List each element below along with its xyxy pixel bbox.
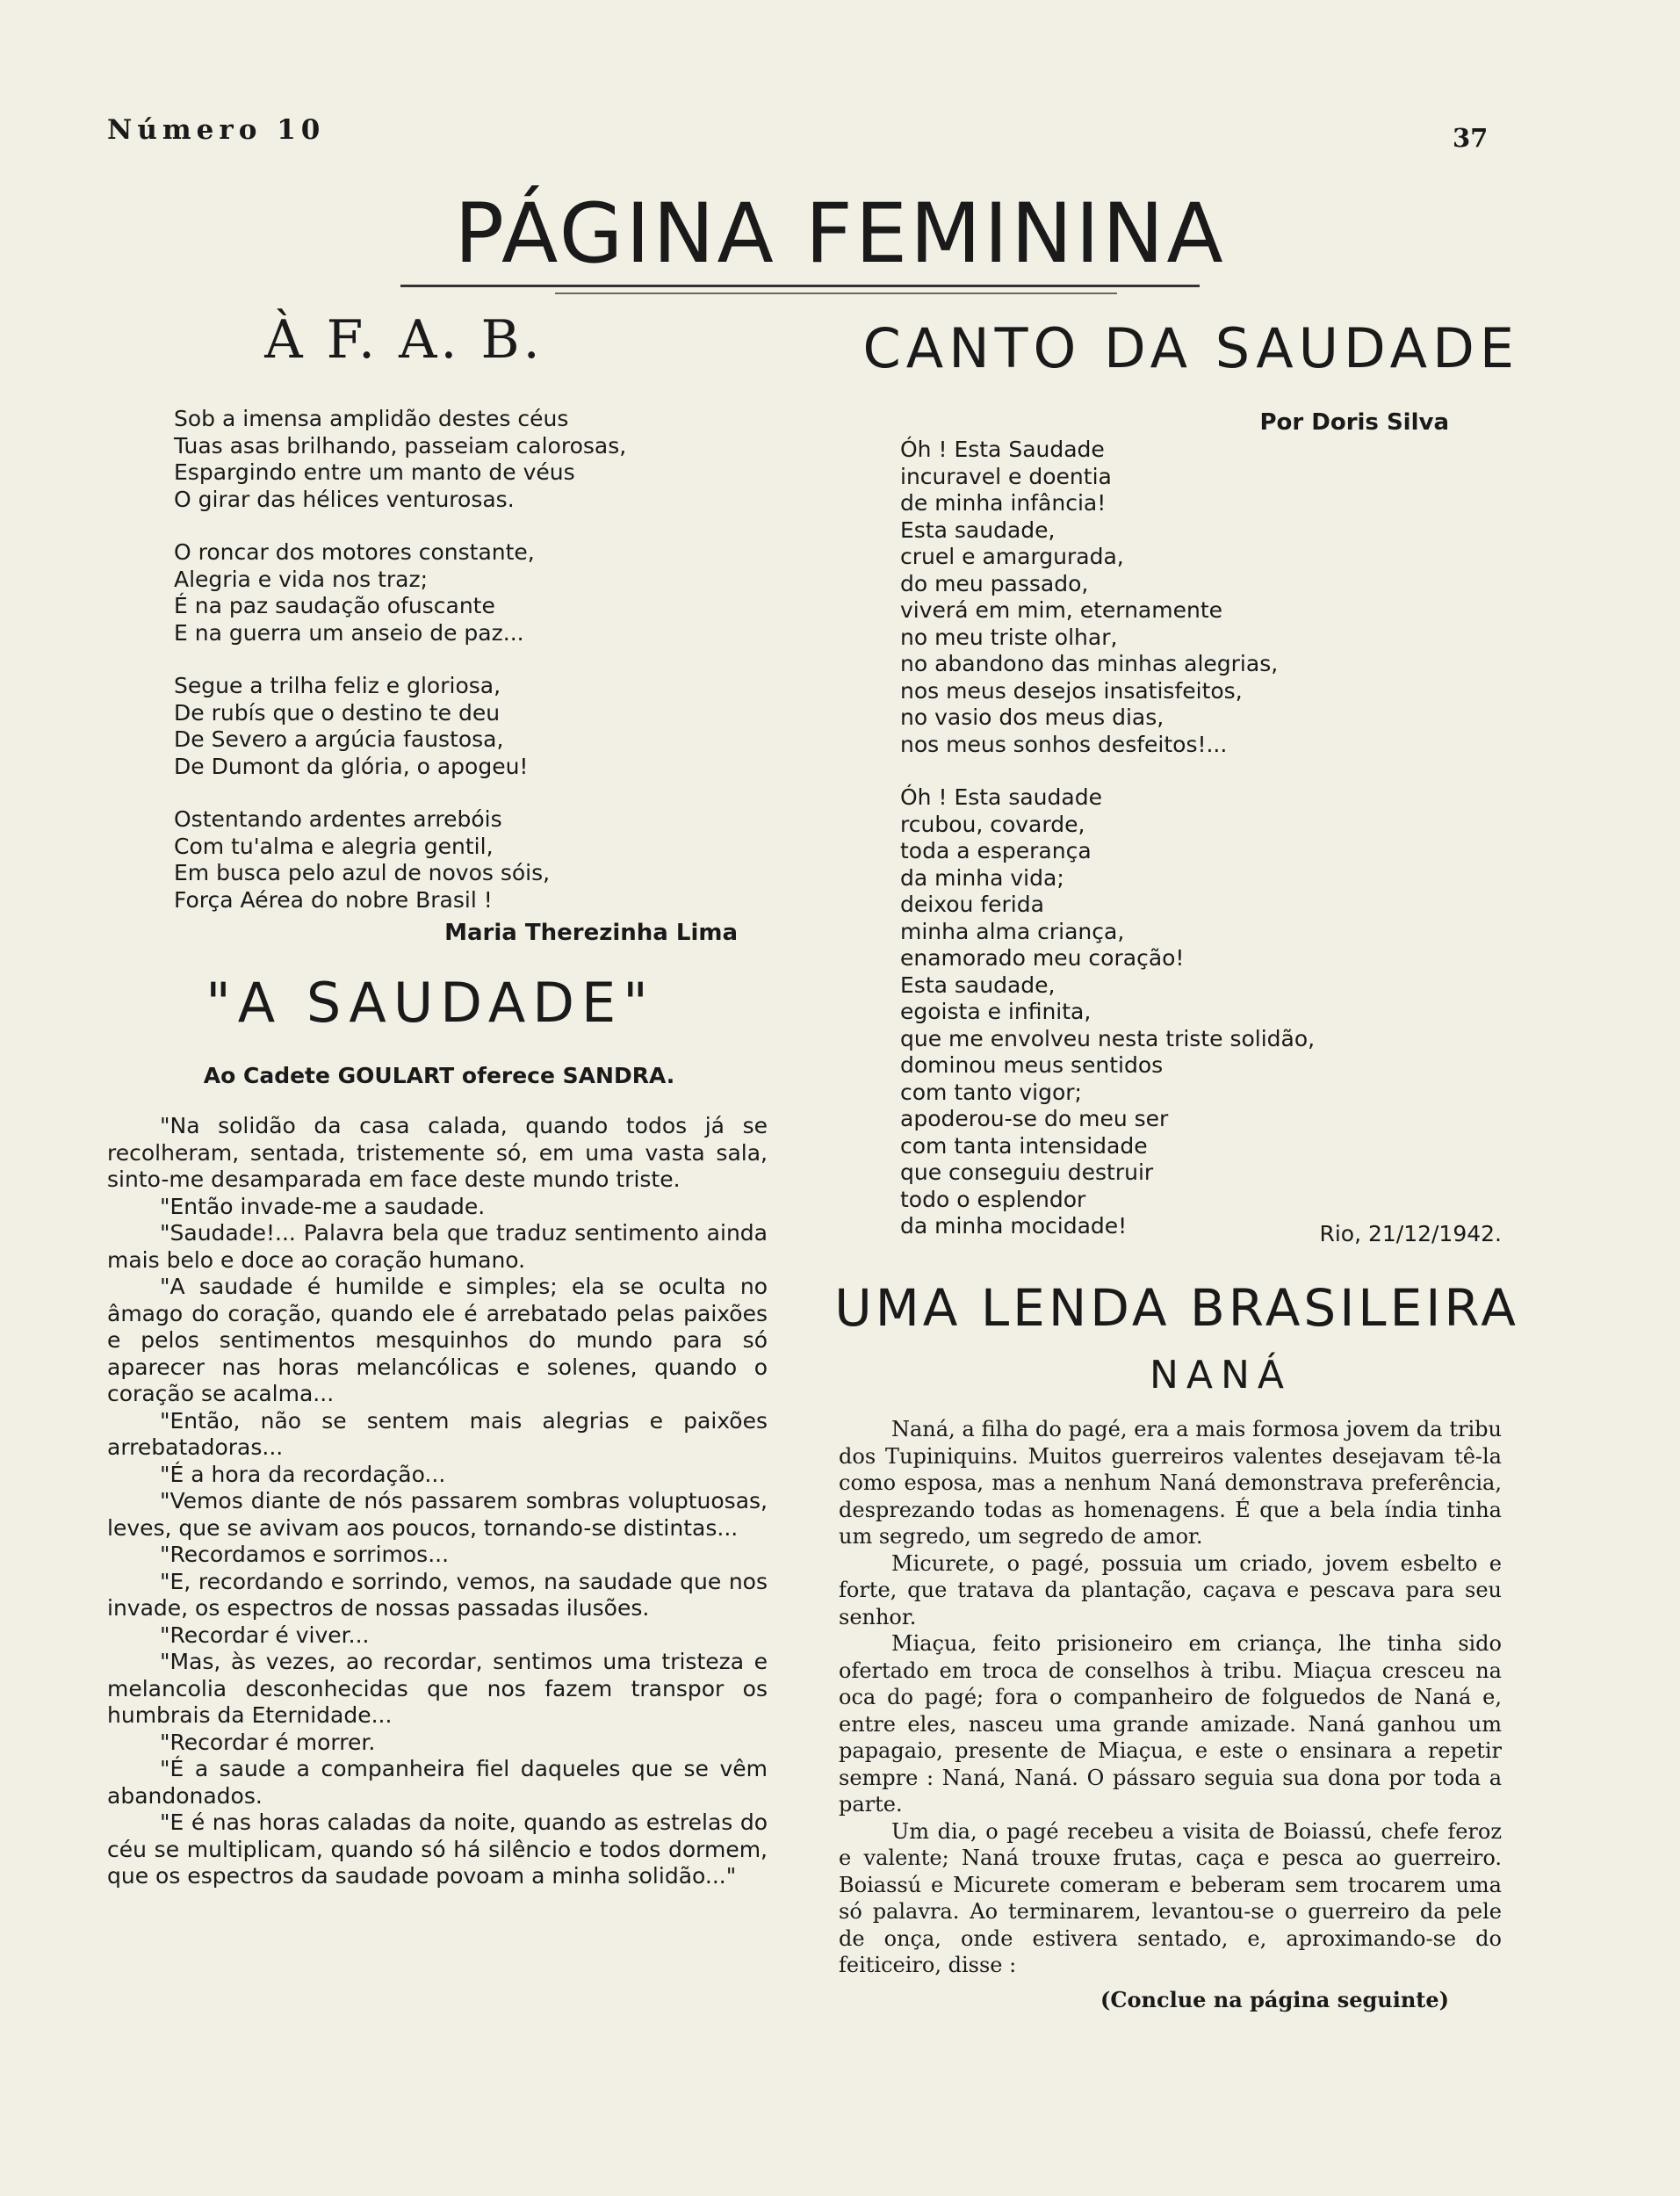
poem-line: deixou ferida	[900, 892, 1044, 917]
paragraph: "Recordar é morrer.	[160, 1729, 376, 1755]
paragraph: Um dia, o pagé recebeu a visita de Boiassú, chefe feroz e valente; Naná trouxe frutas, caça e pesca ao guerreiro. Boiassú e Micurete comeram e beberam sem trocarem uma só palavra. Ao terminarem, levantou-se o guerreiro da pele de onça, onde estivera sentado, e, aproximando-se do feiticeiro, disse :	[839, 1818, 1502, 1977]
poem-line: De rubís que o destino te deu	[174, 699, 501, 726]
poem-line: Espargindo entre um manto de véus	[174, 459, 575, 485]
poem-line: Esta saudade,	[900, 972, 1056, 998]
paragraph: "É a saude a companheira fiel daqueles que se vêm abandonados.	[107, 1756, 768, 1809]
poem-line: incuravel e doentia	[900, 463, 1112, 489]
title-rule-bottom	[555, 293, 1117, 294]
poem-line: de minha infância!	[900, 490, 1107, 516]
title-rule-top	[400, 285, 1200, 287]
paragraph: "Mas, às vezes, ao recordar, sentimos uma tristeza e melancolia desconhecidas que nos fazem transpor os humbrais da Eternidade...	[107, 1649, 768, 1728]
poem-line: Força Aérea do nobre Brasil !	[174, 886, 493, 913]
stanza	[174, 673, 666, 780]
poem-line: no abandono das minhas alegrias,	[900, 651, 1279, 676]
paragraph: Micurete, o pagé, possuia um criado, jovem esbelto e forte, que tratava da plantação, caçava e pescava para seu senhor.	[839, 1550, 1502, 1629]
canto-title: CANTO DA SAUDADE	[862, 316, 1519, 380]
stanza	[174, 539, 666, 647]
poem-line: no meu triste olhar,	[900, 624, 1118, 650]
paragraph: "Então, não se sentem mais alegrias e paixões arrebatadoras...	[107, 1407, 768, 1460]
paragraph: "Então invade-me a saudade.	[160, 1193, 486, 1219]
stanza	[174, 806, 666, 914]
poem-line: toda a esperança	[900, 838, 1092, 863]
poem-line: O roncar dos motores constante,	[174, 539, 535, 565]
lenda-text	[839, 1416, 1502, 1979]
paragraph: Miaçua, feito prisioneiro em criança, lhe tinha sido ofertado em troca de conselhos à tribu. Miaçua cresceu na oca do pagé; fora o companheiro de folguedos de Naná e, entre eles, nasceu uma grande amizade. Naná ganhou um papagaio, presente de Miaçua, e este o ensinara a repetir sempre : Naná, Naná. O pássaro seguia sua dona por toda a parte.	[839, 1631, 1502, 1817]
paragraph: Naná, a filha do pagé, era a mais formosa jovem da tribu dos Tupiniquins. Muitos guerreiros valentes desejavam tê-la como esposa, mas a nenhum Naná demonstrava preferência, desprezando todas as homenagens. É que a bela índia tinha um segredo, um segredo de amor.	[839, 1417, 1502, 1549]
poem-line: dominou meus sentidos	[900, 1052, 1164, 1078]
stanza	[174, 406, 666, 513]
poem-line: minha alma criança,	[900, 918, 1125, 944]
poem-line: Com tu'alma e alegria gentil,	[174, 833, 494, 859]
poem-line: que me envolveu nesta triste solidão,	[900, 1025, 1316, 1051]
poem-line: rcubou, covarde,	[900, 811, 1085, 837]
poem-line: do meu passado,	[900, 570, 1089, 596]
canto-poem	[900, 437, 1471, 1267]
poem-line: nos meus sonhos desfeitos!...	[900, 731, 1228, 757]
saudade-title: "A SAUDADE"	[205, 971, 655, 1035]
paragraph: "A saudade é humilde e simples; ela se oculta no âmago do coração, quando ele é arrebatado pelas paixões e pelos sentimentos mesquinhos do mundo para só aparecer nas horas melancólicas e solenes, quando o coração se acalma...	[107, 1274, 768, 1406]
canto-byline: Por Doris Silva	[1259, 409, 1449, 436]
paragraph: "É a hora da recordação...	[160, 1461, 446, 1487]
poem-line: no vasio dos meus dias,	[900, 704, 1164, 730]
poem-line: De Severo a argúcia faustosa,	[174, 726, 504, 752]
paragraph: "Recordar é viver...	[160, 1622, 370, 1648]
paragraph: "Recordamos e sorrimos...	[160, 1542, 450, 1567]
poem-line: todo o esplendor	[900, 1186, 1086, 1212]
poem-line: Ostentando ardentes arrebóis	[174, 806, 502, 832]
poem-line: nos meus desejos insatisfeitos,	[900, 677, 1243, 704]
poem-line: É na paz saudação ofuscante	[174, 593, 495, 618]
poem-line: enamorado meu coração!	[900, 945, 1185, 971]
poem-line: da minha mocidade!	[900, 1213, 1128, 1239]
saudade-text	[107, 1113, 768, 1890]
poem-line: Em busca pelo azul de novos sóis,	[174, 860, 551, 885]
poem-line: que conseguiu destruir	[900, 1159, 1154, 1185]
poem-line: Óh ! Esta Saudade	[900, 437, 1105, 462]
lenda-subtitle: NANÁ	[1149, 1353, 1293, 1398]
issue-number: Número 10	[107, 114, 326, 146]
poem-line: apoderou-se do meu ser	[900, 1106, 1169, 1131]
poem-line: da minha vida;	[900, 864, 1064, 891]
saudade-dedication: Ao Cadete GOULART oferece SANDRA.	[203, 1063, 675, 1088]
poem-line: cruel e amargurada,	[900, 544, 1124, 569]
poem-line: viverá em mim, eternamente	[900, 597, 1223, 623]
paragraph: "E é nas horas caladas da noite, quando as estrelas do céu se multiplicam, quando só há silêncio e todos dormem, que os espectros da saudade povoam a minha solidão..."	[107, 1810, 768, 1889]
poem-line: Tuas asas brilhando, passeiam calorosas,	[174, 432, 627, 459]
paragraph: "E, recordando e sorrindo, vemos, na saudade que nos invade, os espectros de nossas passadas ilusões.	[107, 1568, 768, 1621]
poem-line: Esta saudade,	[900, 516, 1056, 543]
page-number: 37	[1453, 123, 1489, 153]
paragraph: "Vemos diante de nós passarem sombras voluptuosas, leves, que se avivam aos poucos, tornando-se distintas...	[107, 1488, 768, 1541]
paragraph: "Saudade!... Palavra bela que traduz sentimento ainda mais belo e doce ao coração humano.	[107, 1220, 768, 1273]
paragraph: "Na solidão da casa calada, quando todos já se recolheram, sentada, tristemente só, em uma vasta sala, sinto-me desamparada em face deste mundo triste.	[107, 1113, 768, 1192]
poem-line: com tanta intensidade	[900, 1132, 1148, 1159]
fab-poem	[174, 406, 666, 940]
canto-date: Rio, 21/12/1942.	[1319, 1221, 1502, 1246]
poem-line: com tanto vigor;	[900, 1079, 1082, 1105]
page-title: PÁGINA FEMININA	[454, 186, 1226, 282]
lenda-title: UMA LENDA BRASILEIRA	[834, 1278, 1519, 1338]
poem-line: Segue a trilha feliz e gloriosa,	[174, 673, 501, 698]
poem-line: Alegria e vida nos traz;	[174, 566, 429, 592]
fab-poem-title: À F. A. B.	[264, 309, 544, 371]
poem-line: De Dumont da glória, o apogeu!	[174, 753, 529, 779]
fab-poem-author: Maria Therezinha Lima	[444, 920, 738, 946]
continued-note: (Conclue na página seguinte)	[1100, 1987, 1449, 2012]
poem-line: egoista e infinita,	[900, 999, 1092, 1024]
stanza	[900, 784, 1471, 1240]
poem-line: Óh ! Esta saudade	[900, 784, 1102, 810]
poem-line: O girar das hélices venturosas.	[174, 486, 515, 512]
poem-line: E na guerra um anseio de paz...	[174, 619, 524, 646]
poem-line: Sob a imensa amplidão destes céus	[174, 406, 569, 431]
stanza	[900, 437, 1471, 758]
